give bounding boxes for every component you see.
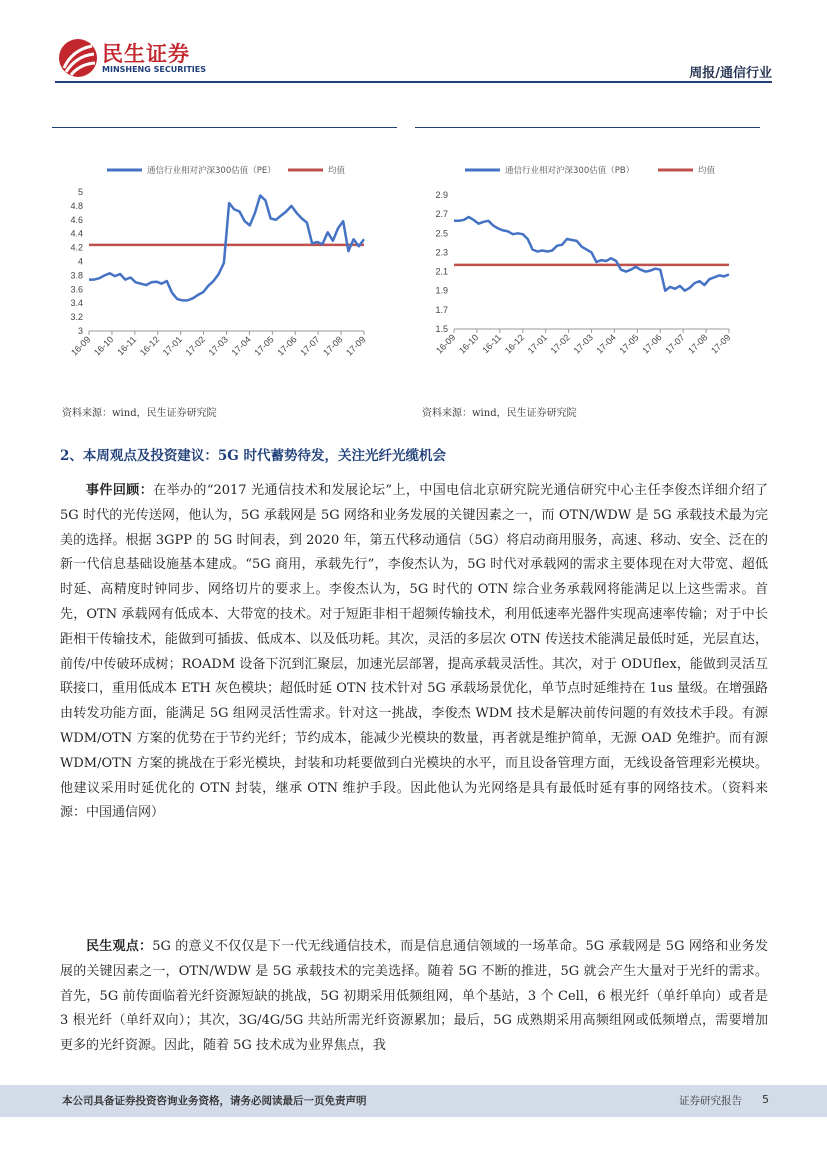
x-tick-label: 17-01 — [160, 334, 185, 358]
x-tick-label: 17-04 — [229, 334, 253, 358]
footer-disclaimer: 本公司具备证券投资咨询业务资格，请务必阅读最后一页免责声明 — [62, 1095, 367, 1107]
y-tick-label: 2.3 — [435, 247, 448, 258]
x-tick-label: 17-08 — [321, 334, 345, 358]
valuation-series-line — [89, 196, 364, 301]
header-divider — [55, 81, 772, 83]
pe-valuation-chart — [52, 150, 397, 390]
x-tick-label: 17-06 — [640, 332, 664, 356]
y-tick-label: 4.6 — [70, 214, 83, 225]
legend-series-label: 通信行业相对沪深300估值（PE） — [147, 166, 276, 176]
x-tick-label: 16-10 — [91, 334, 116, 358]
y-tick-label: 4.4 — [70, 228, 83, 239]
y-tick-label: 3.2 — [70, 312, 83, 323]
x-tick-label: 17-07 — [298, 334, 322, 358]
x-tick-label: 17-09 — [344, 334, 368, 358]
event-review-body: 在举办的“2017 光通信技术和发展论坛”上，中国电信北京研究院光通信研究中心主任李俊杰详细介绍了 5G 时代的光传送网，他认为，5G 承载网是 5G 网络和业务发展的关键因素之一，而 OTN/WDW 是 5G 承载技术最为完美的选择。根据 3GPP 的 5G 时间表，到 2020 年，第五代移动通信（5G）将启动商用服务，高速、移动、安全、泛在的新一代信息基础设施基本建成。“5G 商用，承载先行”，李俊杰认为，5G 时代对承载网的需求主要体现在对大带宽、超低时延、高精度时钟同步、网络切片的要求上。李俊杰认为，5G 时代的 OTN 综合业务承载网将能满足以上这些需求。首先，OTN 承载网有低成本、大带宽的技术。对于短距非相干超频传输技术，利用低速率光器件实现高速率传输；对于中长距相干传输技术，能做到可插拔、低成本、以及低功耗。其次，灵活的多层次 OTN 传送技术能满足最低时延，光层直达，前传/中传破环成树；ROADM 设备下沉到汇聚层，加速光层部署，提高承载灵活性。其次，对于 ODUflex，能做到灵活互联接口，重用低成本 ETH 灰色模块；超低时延 OTN 技术针对 5G 承载场景优化，单节点时延维持在 1us 量级。在增强路由转发功能方面，能满足 5G 组网灵活性需求。针对这一挑战，李俊杰 WDM 技术是解决前传问题的有效技术手段。有源 WDM/OTN 方案的优势在于节约光纤；节约成本，能减少光模块的数量，再者就是维护简单，无源 OAD 免维护。而有源 WDM/OTN 方案的挑战在于彩光模块，封装和功耗要做到白光模块的水平，而且设备管理方面，无线设备管理彩光模块。他建议采用时延优化的 OTN 封装，继承 OTN 维护手段。因此他认为光网络是具有最低时延有事的网络技术。（资料来源：中国通信网） — [60, 483, 768, 821]
x-tick-label: 17-05 — [252, 334, 276, 358]
x-tick-label: 17-05 — [617, 332, 641, 356]
valuation-series-line — [454, 217, 729, 291]
company-logo — [58, 38, 208, 78]
x-tick-label: 16-12 — [502, 332, 527, 356]
minsheng-logo-icon — [58, 38, 98, 78]
event-review-paragraph — [60, 479, 768, 826]
page-number: 5 — [762, 1093, 769, 1106]
logo-english-name: MINSHENG SECURITIES — [102, 65, 206, 74]
section-title: 2、本周观点及投资建议：5G 时代蓄势待发，关注光纤光缆机会 — [60, 448, 447, 464]
y-tick-label: 3.4 — [70, 298, 83, 309]
x-tick-label: 16-09 — [434, 332, 458, 356]
event-review-lead: 事件回顾： — [86, 483, 154, 498]
legend-series-label: 通信行业相对沪深300估值（PB） — [505, 166, 635, 176]
x-tick-label: 17-03 — [206, 334, 230, 358]
x-tick-label: 16-11 — [115, 334, 139, 358]
y-tick-label: 2.1 — [435, 266, 448, 277]
x-tick-label: 16-09 — [69, 334, 93, 358]
y-tick-label: 4.8 — [70, 200, 83, 211]
x-tick-label: 16-11 — [480, 332, 504, 356]
x-tick-label: 17-09 — [709, 332, 733, 356]
y-tick-label: 1.5 — [435, 324, 448, 334]
y-tick-label: 1.7 — [435, 304, 448, 315]
x-tick-label: 17-02 — [548, 332, 572, 356]
minsheng-view-paragraph — [60, 935, 768, 1059]
y-tick-label: 5 — [77, 187, 83, 197]
y-tick-label: 4.2 — [70, 242, 83, 253]
chart-right-top-rule — [415, 127, 760, 128]
y-tick-label: 1.9 — [435, 285, 448, 296]
y-tick-label: 3 — [77, 326, 83, 336]
logo-chinese-name: 民生证券 — [102, 42, 190, 66]
pb-valuation-chart — [415, 150, 760, 390]
legend-mean-label: 均值 — [698, 166, 716, 176]
y-tick-label: 3.8 — [70, 270, 83, 281]
x-tick-label: 17-03 — [571, 332, 595, 356]
report-category: 周报/通信行业 — [689, 66, 772, 81]
y-tick-label: 2.9 — [435, 190, 448, 200]
x-tick-label: 17-02 — [183, 334, 207, 358]
y-tick-label: 2.5 — [435, 228, 448, 239]
y-tick-label: 2.7 — [435, 209, 448, 220]
minsheng-view-body: 5G 的意义不仅仅是下一代无线通信技术，而是信息通信领域的一场革命。5G 承载网是 5G 网络和业务发展的关键因素之一，OTN/WDW 是 5G 承载技术的完美选择。随着 5G 不断的推进，5G 就会产生大量对于光纤的需求。首先，5G 前传面临着光纤资源短缺的挑战，5G 初期采用低频组网，单个基站，3 个 Cell，6 根光纤（单纤单向）或者是 3 根光纤（单纤双向）；其次，3G/4G/5G 共站所需光纤资源累加；最后，5G 成熟期采用高频组网或低频增点，需要增加更多的光纤资源。因此，随着 5G 技术成为业界焦点，我 — [60, 939, 768, 1054]
x-tick-label: 16-10 — [456, 332, 481, 356]
x-tick-label: 16-12 — [137, 334, 162, 358]
chart-right-source: 资料来源：wind，民生证券研究院 — [422, 408, 577, 419]
footer-report-type: 证券研究报告 — [679, 1095, 742, 1107]
legend-mean-label: 均值 — [328, 166, 346, 176]
y-tick-label: 3.6 — [70, 284, 83, 295]
x-tick-label: 17-04 — [594, 332, 618, 356]
x-tick-label: 17-07 — [663, 332, 687, 356]
minsheng-view-lead: 民生观点： — [86, 939, 153, 954]
chart-left-top-rule — [52, 127, 397, 128]
y-tick-label: 4 — [77, 256, 83, 267]
x-tick-label: 17-06 — [275, 334, 299, 358]
x-tick-label: 17-08 — [686, 332, 710, 356]
x-tick-label: 17-01 — [525, 332, 550, 356]
chart-left-source: 资料来源：wind，民生证券研究院 — [62, 408, 217, 419]
